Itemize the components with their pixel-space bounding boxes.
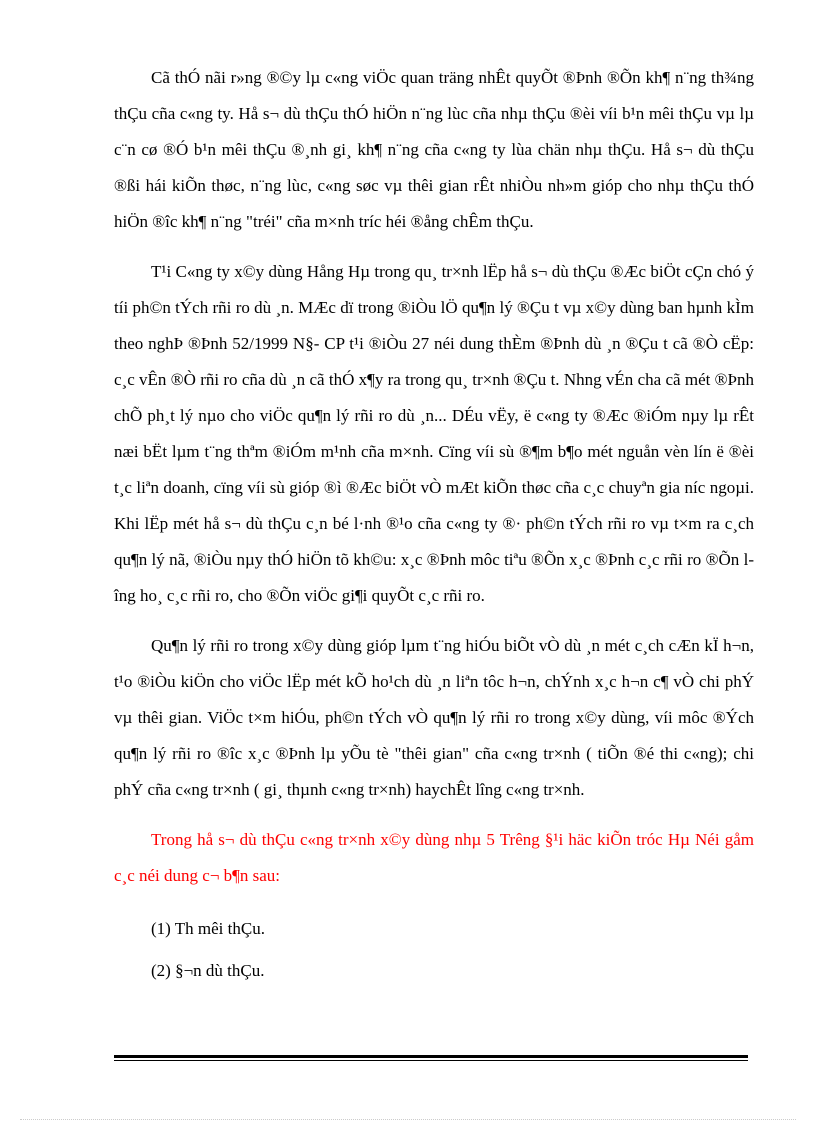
- list-item-2: (2) §¬n dù thÇu.: [151, 961, 265, 980]
- footer-rule-thin: [114, 1060, 748, 1061]
- list-item-1: (1) Th mêi thÇu.: [151, 919, 265, 938]
- red-intro-paragraph: Trong hå s¬ dù thÇu c«ng tr×nh x©y dùng nhµ 5 Trêng §¹i häc kiÕn tróc Hµ Néi gåm c¸c néi dung c¬ b¶n sau:: [114, 830, 754, 885]
- paragraph-3: Qu¶n lý rñi ro trong x©y dùng gióp lµm t¨ng hiÓu biÕt vÒ dù ¸n mét c¸ch cÆn kÏ h¬n, t¹o ®iÒu kiÖn cho viÖc lËp mét kÕ ho¹ch dù ¸n liªn tôc h¬n, chÝnh x¸c h¬n c¶ vÒ chi phÝ vµ thêi gian. ViÖc t×m hiÓu, ph©n tÝch vÒ qu¶n lý rñi ro trong x©y dùng, víi môc ®Ých qu¶n lý rñi ro ®îc x¸c ®Þnh lµ yÕu tè "thêi gian" cña c«ng tr×nh ( tiÕn ®é thi c«ng); chi phÝ cña c«ng tr×nh ( gi¸ thµnh c«ng tr×nh) haychÊt lîng c«ng tr×nh.: [114, 636, 754, 799]
- paragraph-2: T¹i C«ng ty x©y dùng Hång Hµ trong qu¸ tr×nh lËp hå s¬ dù thÇu ®Æc biÖt cÇn chó ý tíi ph©n tÝch rñi ro dù ¸n. MÆc dï trong ®iÒu lÖ qu¶n lý ®Çu t vµ x©y dùng ban hµnh kÌm theo nghÞ ®Þnh 52/1999 N§- CP t¹i ®iÒu 27 néi dung thÈm ®Þnh dù ¸n ®Çu t cã ®Ò cËp: c¸c vÊn ®Ò rñi ro cña dù ¸n cã thÓ x¶y ra trong qu¸ tr×nh ®Çu t. Nhng vÉn cha cã mét ®Þnh chÕ ph¸t lý nµo cho viÖc qu¶n lý rñi ro dù ¸n... DÉu vËy, ë c«ng ty ®Æc ®iÓm nµy lµ rÊt næi bËt lµm t¨ng thªm ®iÓm m¹nh cña m×nh. Cïng víi sù ®¶m b¶o mét nguån vèn lín ë ®èi t¸c liªn doanh, cïng víi sù gióp ®ì ®Æc biÖt vÒ mÆt kiÕn thøc cña c¸c chuyªn gia níc ngoµi. Khi lËp mét hå s¬ dù thÇu c¸n bé l·nh ®¹o cña c«ng ty ®· ph©n tÝch rñi ro vµ t×m ra c¸ch qu¶n lý nã, ®iÒu nµy thÓ hiÖn tõ kh©u: x¸c ®Þnh môc tiªu ®Õn x¸c ®Þnh c¸c rñi ro ®Õn lîng ho¸ c¸c rñi ro, cho ®Õn viÖc gi¶i quyÕt c¸c rñi ro.: [114, 262, 754, 605]
- page-bottom-border: [20, 1119, 796, 1120]
- body-text: [114, 60, 754, 992]
- footer-rule-thick: [114, 1055, 748, 1058]
- paragraph-1: Cã thÓ nãi r»ng ®©y lµ c«ng viÖc quan träng nhÊt quyÕt ®Þnh ®Õn kh¶ n¨ng th¾ng thÇu cña c«ng ty. Hå s¬ dù thÇu thÓ hiÖn n¨ng lùc cña nhµ thÇu ®èi víi b¹n mêi thÇu vµ lµ c¨n cø ®Ó b¹n mêi thÇu ®¸nh gi¸ kh¶ n¨ng cña c«ng ty lùa chän nhµ thÇu. Hå s¬ dù thÇu ®ßi hái kiÕn thøc, n¨ng lùc, c«ng søc vµ thêi gian rÊt nhiÒu nh»m gióp cho nhµ thÇu thÓ hiÖn ®îc kh¶ n¨ng "tréi" cña m×nh tríc héi ®ång chÊm thÇu.: [114, 68, 754, 231]
